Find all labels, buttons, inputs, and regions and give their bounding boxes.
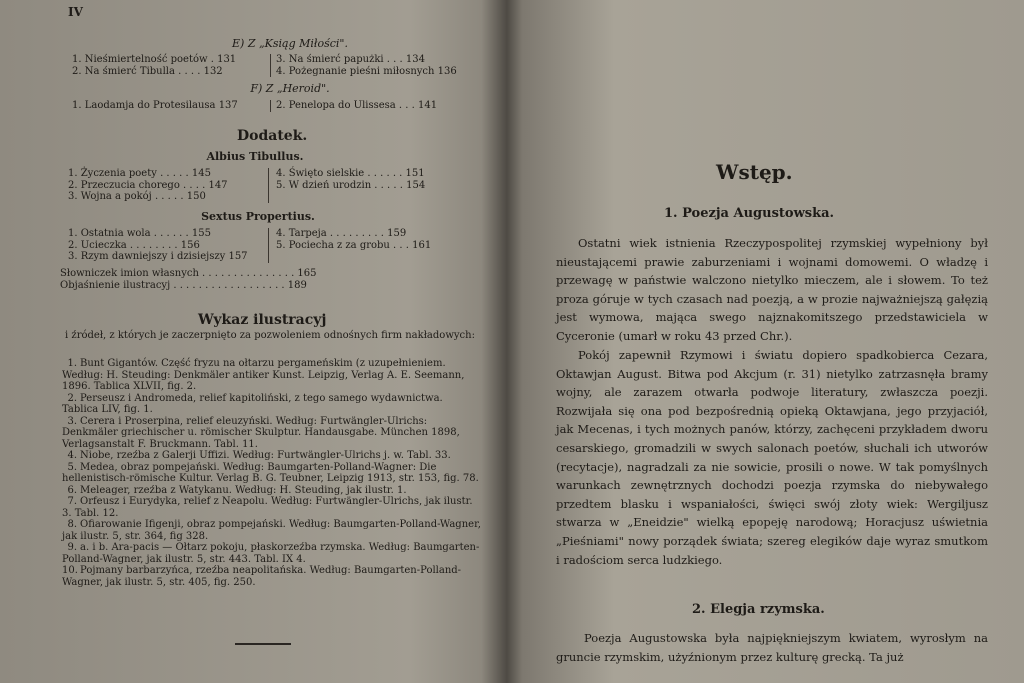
toc-entry: 2. Ucieczka . . . . . . . . 156 — [68, 239, 200, 251]
paragraph-2: Pokój zapewnił Rzymowi i światu dopiero spadkobierca Cezara, Oktawjan August. Bitwa pod Akcjum (r. 31) nietylko zatrzasnęła bramy wojny, ale zarazem otwarła podwoje literatury, zwłaszcza poezji. Rozwijała się ona pod bezpośrednią opieką Oktawjana, jego przyjaciół, jak Mecenas, i tych możnych panów, którzy, zachęceni przykładem dworu cesarskiego, gromadzili w swych salonach poetów, słuchali ich utworów (recytacje), nagradzali za nie sowicie, prosili o nowe. W tak pomyślnych warunkach zewnętrznych dochodzi poezja rzymska do niebywałego przedtem blasku i wspaniałości, święci swój złoty wiek: Wergiljusz stwarza w „Eneidzie" wielką epopeję narodową; Horacjusz uświetnia „Pieśniami" nowy porządek świata; szereg elegików daje wyraz smutkom i radościom serca ludzkiego. — [556, 348, 988, 567]
list-item — [62, 450, 482, 462]
toc-entry: 1. Życzenia poety . . . . . 145 — [68, 168, 211, 179]
toc-entry: 4. Święto sielskie . . . . . . 151 — [276, 168, 425, 179]
item-text: Perseusz i Andromeda, relief kapitoliński, z tego samego wydawnictwa. Tablica LIV, fig. 1. — [62, 392, 443, 415]
item-number: 10. — [62, 565, 78, 576]
item-number: 5. — [67, 461, 77, 473]
item-text: Cerera i Proserpina, relief eleuzyński. Według: Furtwängler-Ulrichs: Denkmäler griechischer u. römischer Skulptur. Handausgabe. München 1898, Verlagsanstalt F. Bruckmann. Tabl. 11. — [62, 415, 460, 450]
toc-entry: 3. Wojna a pokój . . . . . 150 — [68, 191, 206, 202]
section-f-left: 1. Laodamja do Protesilausa 137 — [72, 100, 238, 111]
paragraph-1: Ostatni wiek istnienia Rzeczypospolitej rzymskiej wypełniony był nieustającemi prawie zaburzeniami i wojnami domowemi. O władzę i przewagę w państwie walczono nietylko mieczem, ale i słowem. To też proza góruje w tych czasach nad poezją, a w prozie najważniejszą gałęzią jest wymowa, mająca swego najznakomitszego przedstawiciela w Cyceronie (umarł w roku 43 przed Chr.). — [556, 236, 988, 343]
section-2-heading: 2. Elegja rzymska. — [692, 602, 825, 617]
end-rule — [235, 643, 291, 645]
list-item — [62, 393, 482, 416]
toc-entry: 1. Nieśmiertelność poetów . 131 — [72, 54, 237, 65]
toc-entry: 4. Tarpeja . . . . . . . . . 159 — [276, 228, 407, 239]
page-number: IV — [68, 5, 83, 19]
list-item — [62, 358, 482, 393]
list-item — [62, 485, 482, 497]
item-text: Niobe, rzeźba z Galerji Uffizi. Według: Furtwängler-Ulrichs j. w. Tabl. 33. — [80, 450, 451, 461]
item-number: 1. — [67, 358, 77, 369]
item-text: a. i b. Ara-pacis — Ołtarz pokoju, płaskorzeźba rzymska. Według: Baumgarten-Polland-Wagner, jak ilustr. 5, str. 443. Tabl. IX 4. — [62, 542, 480, 565]
wykaz-intro: i źródeł, z których je zaczerpnięto za pozwoleniem odnośnych firm nakładowych: — [65, 330, 475, 341]
column-divider — [268, 168, 269, 203]
item-text: Meleager, rzeźba z Watykanu. Według: H. Steuding, jak ilustr. 1. — [80, 484, 407, 496]
column-divider — [268, 228, 269, 263]
sextus-heading: Sextus Propertius. — [201, 210, 315, 223]
list-item — [62, 416, 482, 451]
section-e-right-col — [276, 54, 457, 77]
item-number: 2. — [67, 392, 77, 404]
item-number: 6. — [67, 484, 77, 496]
paragraph-3: Poezja Augustowska była najpiękniejszym kwiatem, wyrosłym na gruncie rzymskim, użyźnionym przez kulturę grecką. Ta już — [556, 631, 988, 664]
item-number: 8. — [67, 519, 77, 530]
toc-entry: 5. W dzień urodzin . . . . . 154 — [276, 179, 426, 191]
item-text: Pojmany barbarzyńca, rzeźba neapolitańska. Według: Baumgarten-Polland-Wagner, jak ilustr. 5, str. 405, fig. 250. — [62, 565, 462, 588]
sextus-left-col — [68, 228, 248, 263]
column-divider — [270, 54, 271, 77]
column-divider — [270, 100, 271, 112]
toc-entry: 3. Rzym dawniejszy i dzisiejszy 157 — [68, 251, 248, 262]
list-item — [62, 462, 482, 485]
toc-entry: 2. Przeczucia chorego . . . . 147 — [68, 179, 228, 191]
section-1-heading: 1. Poezja Augustowska. — [664, 206, 835, 221]
sextus-right-col — [276, 228, 431, 251]
slowniczek-entry: Słowniczek imion własnych . . . . . . . . . . . . . . . 165 — [60, 268, 317, 279]
albius-heading: Albius Tibullus. — [206, 150, 304, 163]
albius-left-col — [68, 168, 228, 203]
list-item — [62, 519, 482, 542]
section-e-left-col — [72, 54, 236, 77]
objasnienie-entry: Objaśnienie ilustracyj . . . . . . . . . . . . . . . . . . 189 — [60, 280, 307, 291]
wykaz-heading: Wykaz ilustracyj — [198, 312, 327, 328]
toc-entry: 1. Ostatnia wola . . . . . . 155 — [68, 228, 211, 239]
list-item — [62, 565, 482, 588]
albius-right-col — [276, 168, 425, 191]
toc-entry: 4. Pożegnanie pieśni miłosnych 136 — [276, 65, 457, 77]
section-f-heading: F) Z „Heroid". — [250, 82, 330, 95]
list-item — [62, 496, 482, 519]
item-text: Medea, obraz pompejański. Według: Baumgarten-Polland-Wagner: Die hellenistisch-römische Kultur. Verlag B. G. Teubner, Leipzig 1913, str. 153, fig. 78. — [62, 461, 479, 484]
item-text: Ofiarowanie Ifigenji, obraz pompejański. Według: Baumgarten-Polland-Wagner, jak ilustr. 5, str. 364, fig 328. — [62, 519, 481, 542]
item-number: 4. — [67, 450, 77, 461]
illustration-list — [62, 358, 482, 588]
toc-entry: 5. Pociecha z za grobu . . . 161 — [276, 239, 432, 251]
toc-entry: 2. Na śmierć Tibulla . . . . 132 — [72, 65, 223, 77]
item-number: 9. — [67, 542, 77, 553]
page-title: Wstęp. — [716, 160, 793, 184]
left-page — [0, 0, 500, 683]
section-e-heading: E) Z „Ksiąg Miłości". — [232, 37, 348, 50]
toc-entry: 3. Na śmierć papużki . . . 134 — [276, 54, 425, 65]
section-f-right: 2. Penelopa do Ulissesa . . . 141 — [276, 100, 438, 111]
item-text: Orfeusz i Eurydyka, relief z Neapolu. Według: Furtwängler-Ulrichs, jak ilustr. 3. Tabl. 12. — [62, 496, 473, 519]
item-number: 7. — [67, 496, 77, 507]
dodatek-heading: Dodatek. — [237, 128, 308, 144]
list-item — [62, 542, 482, 565]
item-text: Bunt Gigantów. Część fryzu na ołtarzu pergameńskim (z uzupełnieniem. Według: H. Steuding: Denkmäler antiker Kunst. Leipzig, Verlag A. E. Seemann, 1896. Tablica XLVII, fig. 2. — [62, 358, 465, 392]
item-number: 3. — [67, 415, 77, 427]
